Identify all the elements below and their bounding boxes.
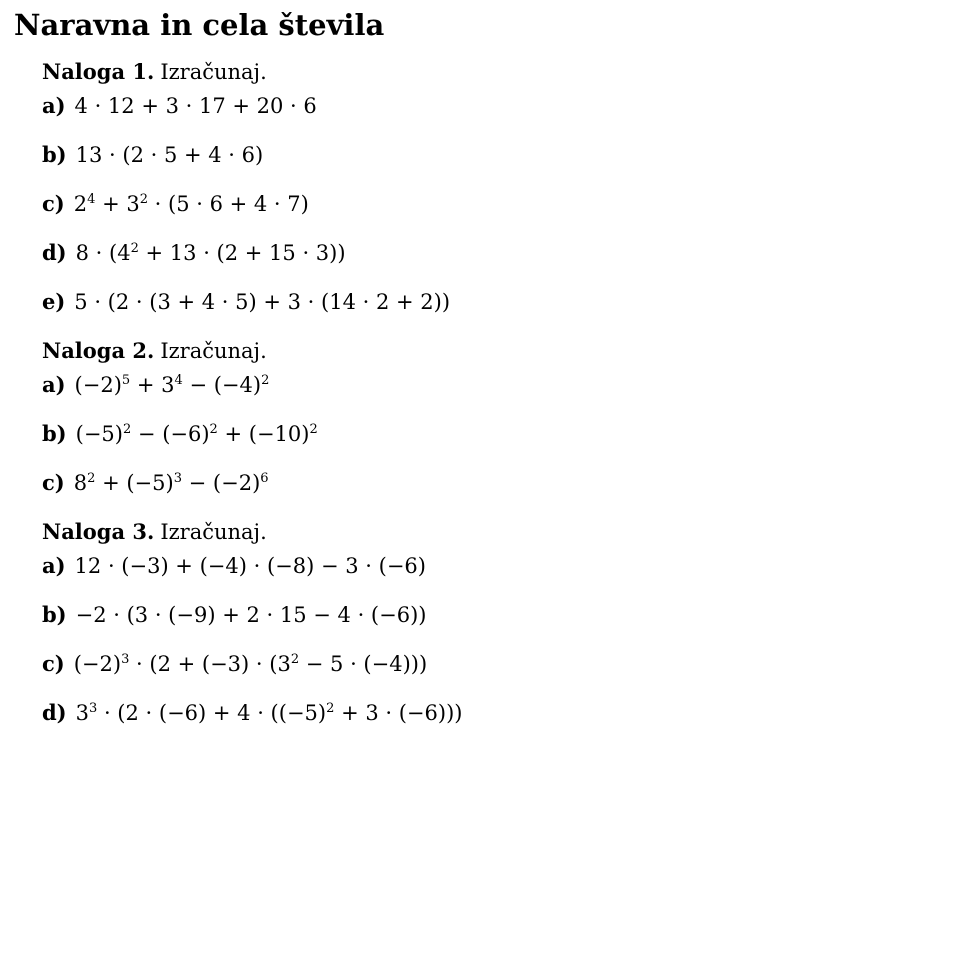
math-expression: $(-5)^2 - (-6)^2 + (-10)^2$ <box>75 422 318 446</box>
exponent: 4 <box>174 373 183 388</box>
exponent: 3 <box>121 652 130 667</box>
task-instruction: Izračunaj. <box>160 60 267 84</box>
item-label: d) <box>42 700 67 725</box>
exponent: 2 <box>139 192 148 207</box>
exercise-item <box>42 701 962 725</box>
item-label: c) <box>42 470 65 495</box>
math-expression: $3^3 \cdot (2 \cdot (-6) + 4 \cdot ((-5)^2 + 3 \cdot (-6)))$ <box>75 701 463 725</box>
math-expression: $2^4 + 3^2 \cdot (5 \cdot 6 + 4 \cdot 7)$ <box>73 192 309 216</box>
math-expression: $(-2)^5 + 3^4 - (-4)^2$ <box>74 373 270 397</box>
math-expression: $(-2)^3 \cdot (2 + (-3) \cdot (3^2 - 5 \cdot (-4)))$ <box>73 652 428 676</box>
math-expression: −2 · (3 · (−9) + 2 · 15 − 4 · (−6)) <box>75 603 427 627</box>
exponent: 2 <box>209 422 218 437</box>
exponent: 6 <box>260 471 269 486</box>
task-section <box>42 60 962 314</box>
exponent: 3 <box>173 471 182 486</box>
task-number: Naloga 3. <box>42 519 155 544</box>
exponent: 2 <box>87 471 96 486</box>
exercise-item <box>42 143 962 167</box>
item-label: d) <box>42 240 67 265</box>
item-label: b) <box>42 142 67 167</box>
document-page <box>0 8 962 954</box>
task-instruction: Izračunaj. <box>160 339 267 363</box>
exercise-item <box>42 422 962 446</box>
task-number: Naloga 1. <box>42 59 155 84</box>
math-expression: $8^2 + (-5)^3 - (-2)^6$ <box>73 471 269 495</box>
exercise-item <box>42 290 962 314</box>
item-label: c) <box>42 651 65 676</box>
task-heading <box>42 339 962 363</box>
exponent: 4 <box>87 192 96 207</box>
task-section <box>42 520 962 725</box>
exponent: 2 <box>122 422 132 437</box>
exponent: 3 <box>89 701 98 716</box>
task-instruction: Izračunaj. <box>160 520 267 544</box>
math-expression: 13 · (2 · 5 + 4 · 6) <box>75 143 264 167</box>
exercise-item <box>42 471 962 495</box>
exponent: 2 <box>261 373 270 388</box>
page-title: Naravna in cela števila <box>14 8 385 42</box>
exponent: 2 <box>326 701 335 716</box>
task-heading <box>42 60 962 84</box>
task-number: Naloga 2. <box>42 338 155 363</box>
math-expression: 12 · (−3) + (−4) · (−8) − 3 · (−6) <box>74 554 426 578</box>
math-expression: $8 \cdot (4^2 + 13 \cdot (2 + 15 \cdot 3))$ <box>75 241 346 265</box>
item-label: b) <box>42 421 67 446</box>
exercise-item <box>42 192 962 216</box>
exponent: 2 <box>309 422 318 437</box>
exercise-item <box>42 241 962 265</box>
task-heading <box>42 520 962 544</box>
exercise-item <box>42 94 962 118</box>
item-label: b) <box>42 602 67 627</box>
exponent: 2 <box>130 241 139 256</box>
exponent: 2 <box>290 652 300 667</box>
exercise-item <box>42 373 962 397</box>
item-label: a) <box>42 93 66 118</box>
exercise-item <box>42 603 962 627</box>
item-label: a) <box>42 372 66 397</box>
item-label: c) <box>42 191 65 216</box>
exercise-item <box>42 652 962 676</box>
exponent: 5 <box>121 373 131 388</box>
task-list <box>42 60 962 725</box>
item-label: a) <box>42 553 66 578</box>
task-section <box>42 339 962 495</box>
math-expression: 5 · (2 · (3 + 4 · 5) + 3 · (14 · 2 + 2)) <box>74 290 451 314</box>
math-expression: 4 · 12 + 3 · 17 + 20 · 6 <box>74 94 317 118</box>
exercise-item <box>42 554 962 578</box>
item-label: e) <box>42 289 66 314</box>
